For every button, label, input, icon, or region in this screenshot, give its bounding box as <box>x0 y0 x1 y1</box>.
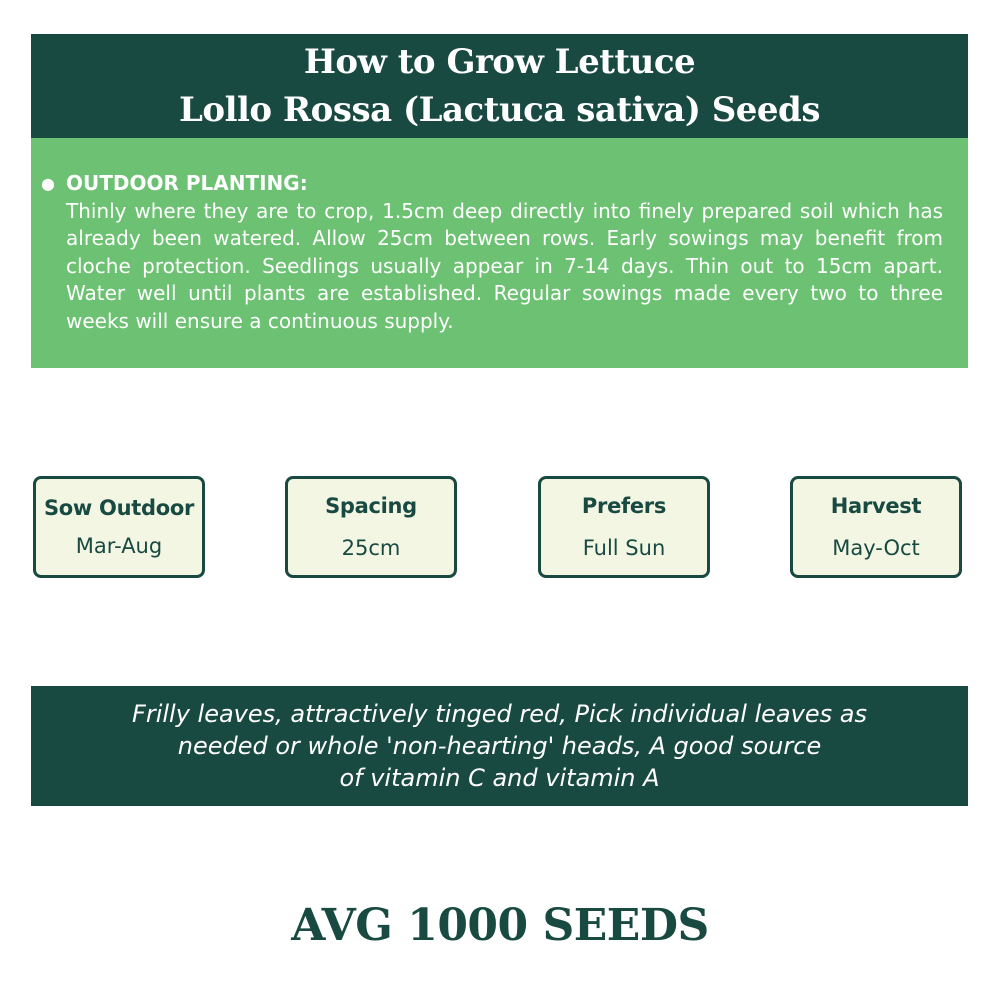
prefers-box <box>538 476 710 578</box>
title-line-2: Lollo Rossa (Lactuca sativa) Seeds <box>179 90 820 130</box>
notes-line-2: needed or whole 'non-hearting' heads, A good source <box>177 732 822 760</box>
sow-outdoor-box <box>33 476 205 578</box>
title-line-1: How to Grow Lettuce <box>303 42 696 82</box>
notes-line-3: of vitamin C and vitamin A <box>339 764 660 792</box>
planting-section <box>31 138 968 368</box>
planting-heading: OUTDOOR PLANTING: <box>66 171 308 195</box>
spacing-box <box>285 476 457 578</box>
info-boxes <box>0 476 1000 579</box>
prefers-value: Full Sun <box>582 536 666 560</box>
seed-count: AVG 1000 SEEDS <box>291 900 709 951</box>
title-banner <box>31 34 968 138</box>
spacing-label: Spacing <box>325 494 417 518</box>
notes-line-1: Frilly leaves, attractively tinged red, Pick individual leaves as <box>132 700 867 728</box>
spacing-value: 25cm <box>341 536 401 560</box>
planting-text: Thinly where they are to crop, 1.5cm deep directly into finely prepared soil which has already been watered. Allow 25cm between rows. Early sowings may benefit from cloche protection. Seedlings usually appear in 7-14 days. Thin out to 15cm apart. Water well until plants are established. Regular sowings made every two to three weeks will ensure a continuous supply. <box>66 198 943 333</box>
harvest-label: Harvest <box>830 494 922 518</box>
harvest-value: May-Oct <box>832 536 920 560</box>
harvest-box <box>790 476 962 578</box>
sow-outdoor-value: Mar-Aug <box>75 534 163 558</box>
bullet-icon: ● <box>41 174 55 193</box>
planting-body <box>66 170 943 335</box>
notes-banner <box>31 686 968 806</box>
prefers-label: Prefers <box>581 494 667 518</box>
sow-outdoor-label: Sow Outdoor <box>43 496 195 520</box>
